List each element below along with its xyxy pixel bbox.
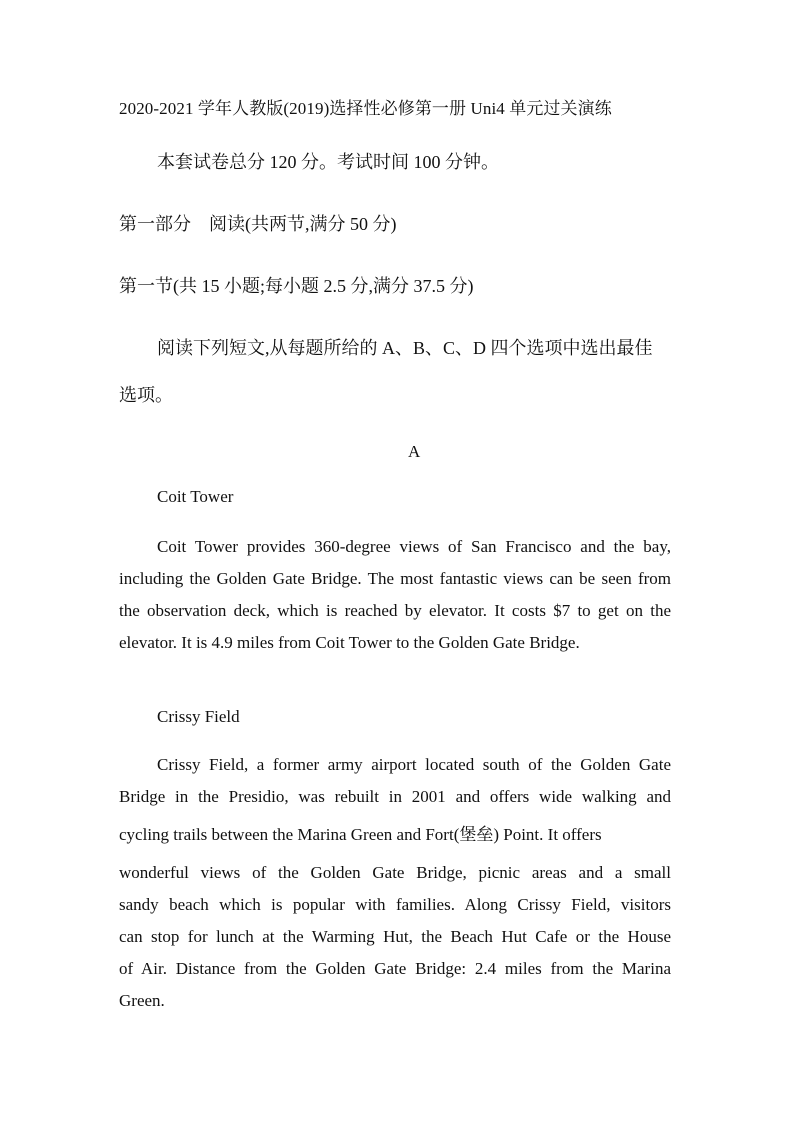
paragraph-crissy-field bbox=[119, 749, 671, 1017]
passage-label: A bbox=[408, 442, 421, 461]
paragraph-line: of Air. Distance from the Golden Gate Bridge: 2.4 miles from the Marina bbox=[119, 959, 671, 978]
exam-intro: 本套试卷总分 120 分。考试时间 100 分钟。 bbox=[157, 152, 499, 172]
paragraph-line: Bridge in the Presidio, was rebuilt in 2001 and offers wide walking and bbox=[119, 787, 671, 806]
paragraph-line: cycling trails between the Marina Green and Fort(堡垒) Point. It offers bbox=[119, 825, 602, 844]
paragraph-coit-tower: Coit Tower provides 360-degree views of San Francisco and the bay, including the Golden Gate Bridge. The most fantastic views can be seen from the observation deck, which is reached by elevator. It costs $7 to get on the elevator. It is 4.9 miles from Coit Tower to the Golden Gate Bridge. bbox=[119, 537, 671, 652]
document-title: 2020-2021 学年人教版(2019)选择性必修第一册 Uni4 单元过关演练 bbox=[119, 99, 612, 118]
paragraph-line: wonderful views of the Golden Gate Bridge, picnic areas and a small bbox=[119, 863, 671, 882]
paragraph-line: can stop for lunch at the Warming Hut, the Beach Hut Cafe or the House bbox=[119, 927, 671, 946]
part-heading: 第一部分 阅读(共两节,满分 50 分) bbox=[119, 214, 397, 234]
section-heading-crissy-field: Crissy Field bbox=[157, 707, 240, 726]
paragraph-line: Crissy Field, a former army airport located south of the Golden Gate bbox=[157, 755, 671, 774]
paragraph-line: Green. bbox=[119, 991, 165, 1010]
section-heading: 第一节(共 15 小题;每小题 2.5 分,满分 37.5 分) bbox=[119, 276, 474, 296]
paragraph-line: sandy beach which is popular with families. Along Crissy Field, visitors bbox=[119, 895, 671, 914]
instruction-line-2: 选项。 bbox=[119, 385, 173, 405]
instruction-line-1: 阅读下列短文,从每题所给的 A、B、C、D 四个选项中选出最佳 bbox=[157, 338, 653, 358]
section-heading-coit-tower: Coit Tower bbox=[157, 487, 234, 506]
